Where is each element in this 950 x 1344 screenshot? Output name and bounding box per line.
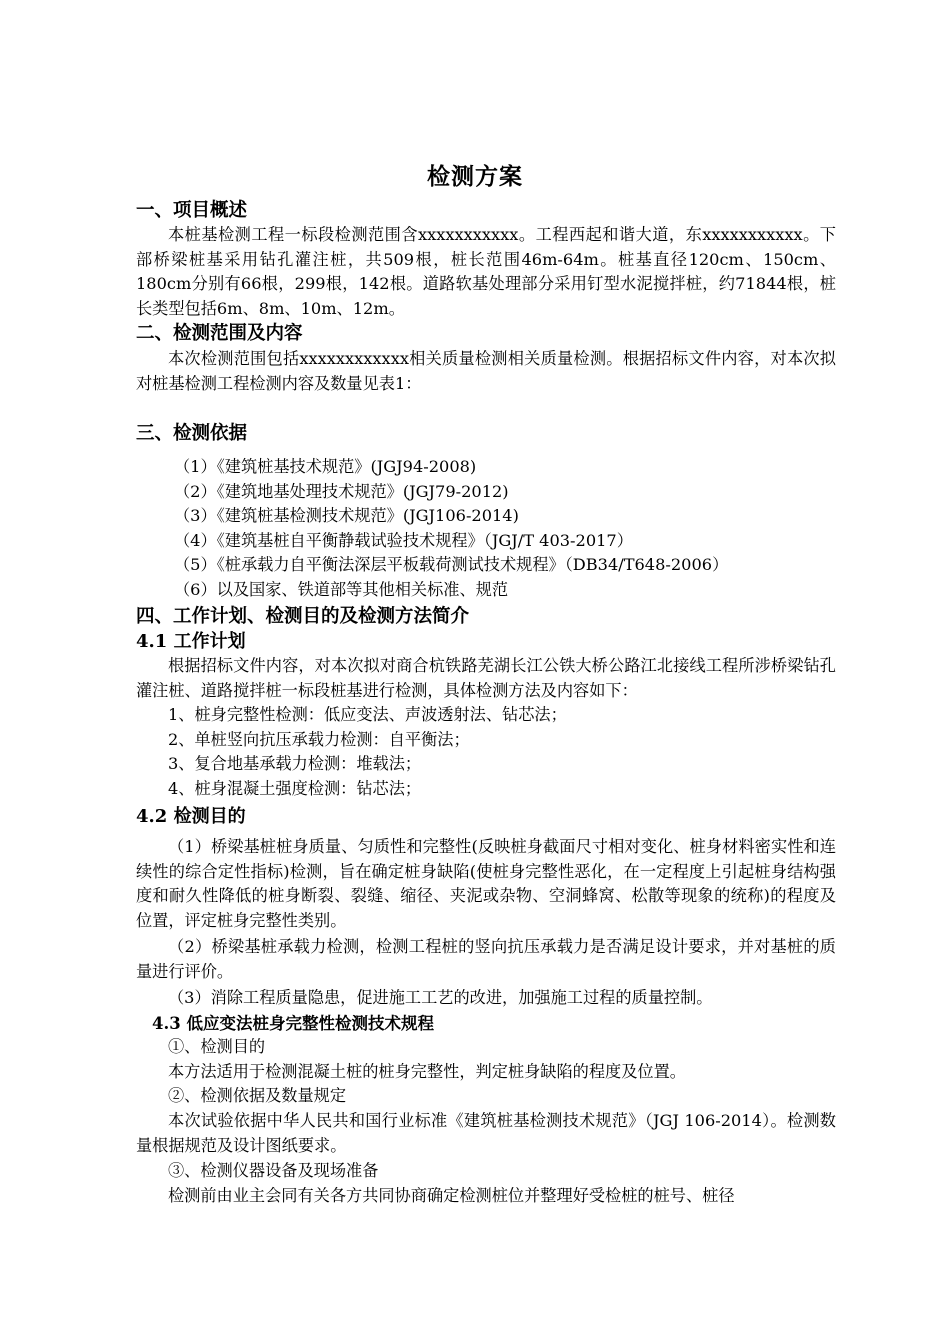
standards-list [136, 455, 836, 603]
section-4-2-p1: （1）桥梁基桩桩身质量、匀质性和完整性(反映桩身截面尺寸相对变化、桩身材料密实性和连续性的综合定性指标)检测，旨在确定桩身缺陷(使桩身完整性恶化，在一定程度上引起桩身结构强度和耐久性降低的桩身断裂、裂缝、缩径、夹泥或杂物、空洞蜂窝、松散等现象的统称)的程度及位置，评定桩身完整性类别。 [136, 837, 836, 930]
section-4-2-p2: （2）桥梁基桩承载力检测，检测工程桩的竖向抗压承载力是否满足设计要求，并对基桩的质量进行评价。 [136, 937, 836, 981]
section-4-2-p3: （3）消除工程质量隐患，促进施工工艺的改进，加强施工过程的质量控制。 [168, 988, 713, 1007]
section-4-3-heading: 4.3 低应变法桩身完整性检测技术规程 [152, 1014, 434, 1033]
section-4-3-sub1: ①、检测目的 [168, 1037, 266, 1056]
document-title: 检测方案 [427, 163, 523, 190]
section-1-text: 本桩基检测工程一标段检测范围含xxxxxxxxxxx。工程西起和谐大道，东xxxxxxxxxxx。下部桥梁桩基采用钻孔灌注桩，共509根，桩长范围46m-64m。桩基直径120cm、150cm、180cm分别有66根，299根，142根。道路软基处理部分采用钉型水泥搅拌桩，约71844根，桩长类型包括6m、8m、10m、12m。 [136, 225, 836, 318]
standard-item: （4）《建筑基桩自平衡静载试验技术规程》（JGJ/T 403-2017） [174, 530, 633, 550]
standard-item: （2）《建筑地基处理技术规范》(JGJ79-2012) [174, 481, 509, 501]
section-1-heading: 一、项目概述 [136, 200, 248, 221]
section-4-2-heading: 4.2 检测目的 [136, 806, 246, 827]
section-4-1-heading: 4.1 工作计划 [136, 631, 246, 652]
section-2-text: 本次检测范围包括xxxxxxxxxxxx相关质量检测相关质量检测。根据招标文件内容，对本次拟对桩基检测工程检测内容及数量见表1： [136, 349, 836, 393]
section-4-3-sub3: ③、检测仪器设备及现场准备 [168, 1161, 379, 1180]
standard-item: （3）《建筑桩基检测技术规范》(JGJ106-2014) [174, 506, 519, 526]
method-item: 1、桩身完整性检测：低应变法、声波透射法、钻芯法； [168, 705, 567, 724]
standard-item: （5）《桩承载力自平衡法深层平板载荷测试技术规程》（DB34/T648-2006） [174, 555, 729, 575]
standard-item: （1）《建筑桩基技术规范》(JGJ94-2008) [174, 457, 477, 476]
standard-item: （6）以及国家、铁道部等其他相关标准、规范 [174, 579, 509, 599]
section-4-3-text3: 检测前由业主会同有关各方共同协商确定检测桩位并整理好受检桩的桩号、桩径 [168, 1186, 735, 1205]
section-4-heading: 四、工作计划、检测目的及检测方法简介 [136, 606, 470, 627]
section-2-heading: 二、检测范围及内容 [136, 323, 303, 344]
method-item: 4、桩身混凝土强度检测：钻芯法； [168, 778, 422, 798]
section-4-1-text: 根据招标文件内容，对本次拟对商合杭铁路芜湖长江公铁大桥公路江北接线工程所涉桥梁钻孔灌注桩、道路搅拌桩一标段桩基进行检测，具体检测方法及内容如下： [136, 656, 836, 700]
method-item: 2、单桩竖向抗压承载力检测：自平衡法； [168, 729, 470, 749]
section-3-heading: 三、检测依据 [136, 423, 248, 444]
section-4-3-sub2: ②、检测依据及数量规定 [168, 1086, 347, 1105]
section-4-3-text2: 本次试验依据中华人民共和国行业标准《建筑桩基检测技术规范》（JGJ 106-2014）。检测数量根据规范及设计图纸要求。 [136, 1111, 836, 1155]
section-4-3-text1: 本方法适用于检测混凝土桩的桩身完整性，判定桩身缺陷的程度及位置。 [168, 1062, 686, 1081]
method-list [136, 703, 836, 801]
method-item: 3、复合地基承载力检测：堆载法； [168, 754, 422, 774]
